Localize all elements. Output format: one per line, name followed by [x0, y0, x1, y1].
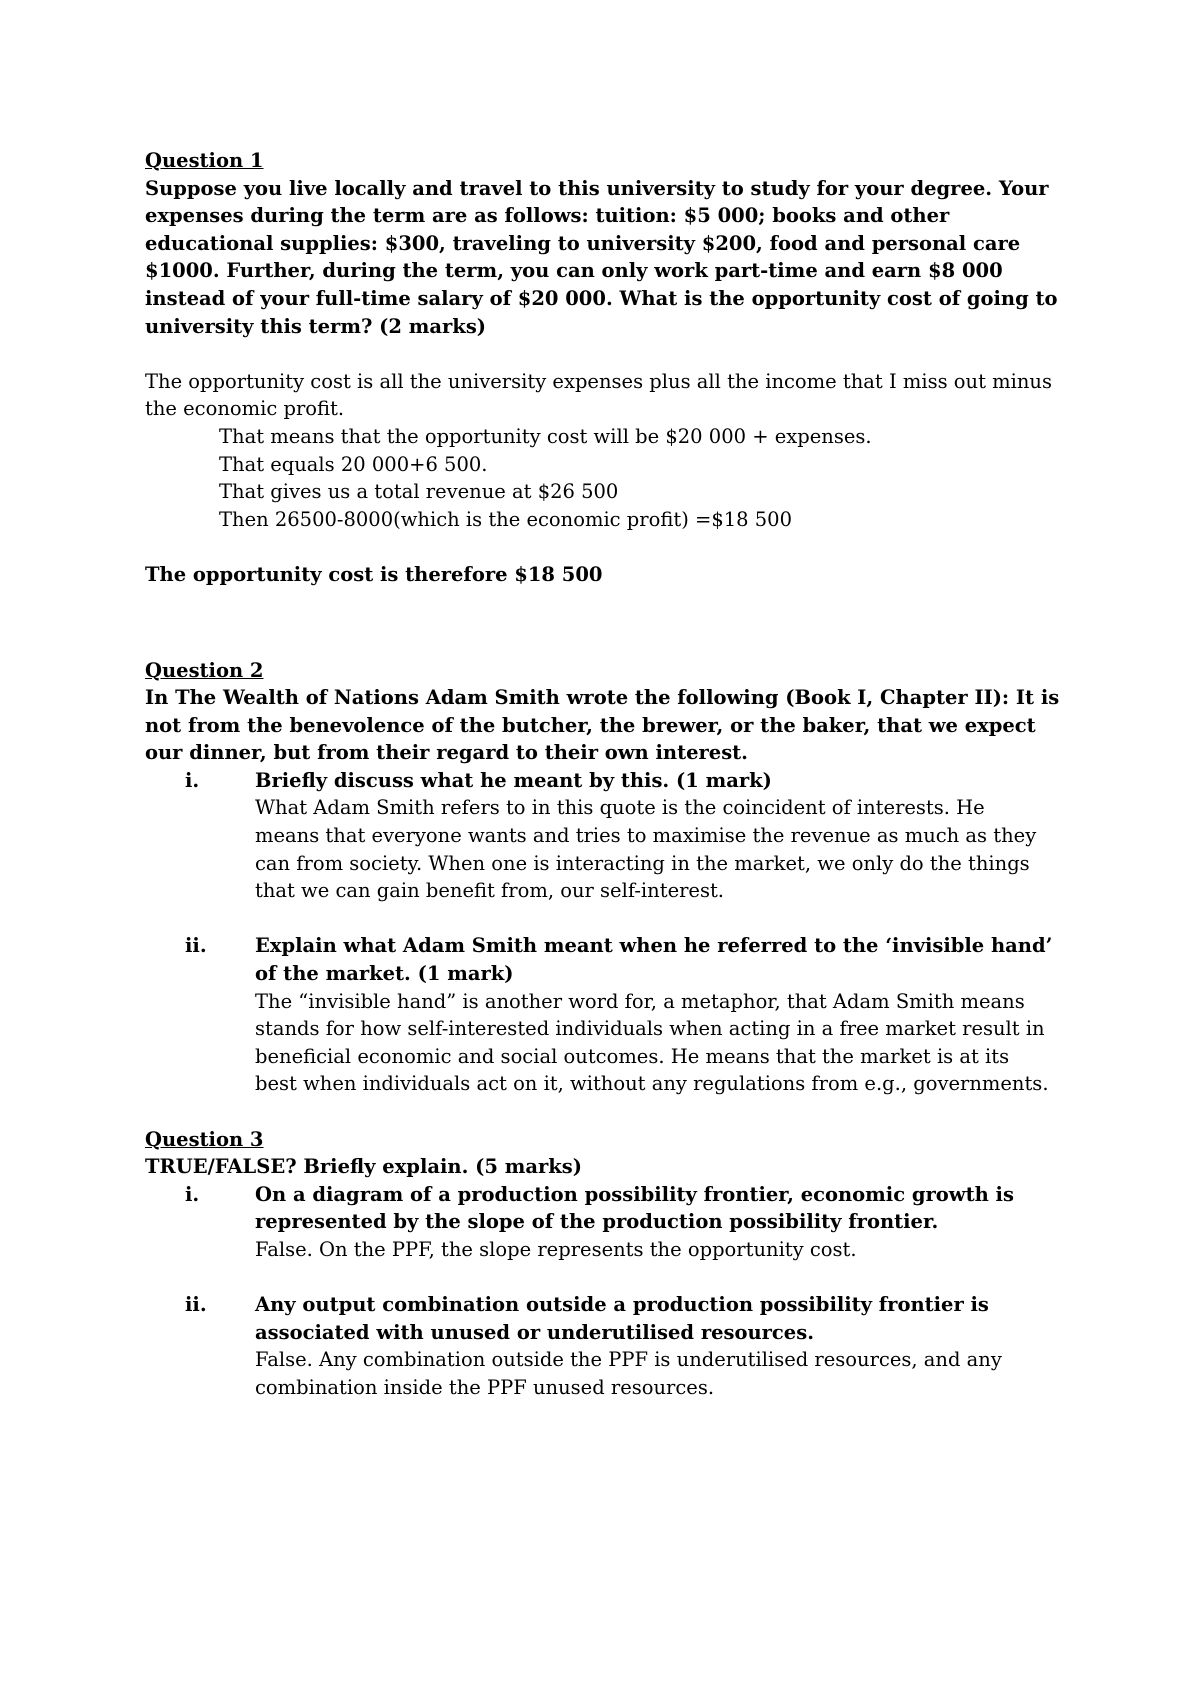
item-number: ii. — [185, 934, 207, 958]
question-1-step: Then 26500-8000(which is the economic profit) =$18 500 — [219, 507, 792, 531]
document-page — [145, 147, 1075, 1402]
question-1-step: That equals 20 000+6 500. — [219, 452, 488, 476]
item-question: Explain what Adam Smith meant when he referred to the ‘invisible hand’ of the market. (1 mark) — [255, 934, 1053, 986]
question-1-answer-intro: The opportunity cost is all the university expenses plus all the income that I miss out minus the economic profit. — [145, 369, 1052, 421]
question-3-heading: Question 3 — [145, 1127, 264, 1151]
item-answer: The “invisible hand” is another word for, a metaphor, that Adam Smith means stands for how self-interested individuals when acting in a free market result in beneficial economic and social outcomes. He means that the market is at its best when individuals act on it, without any regulations from e.g., governments. — [255, 989, 1049, 1096]
item-number: i. — [185, 768, 200, 792]
item-answer: False. On the PPF, the slope represents the opportunity cost. — [255, 1237, 857, 1261]
item-number: ii. — [185, 1293, 207, 1317]
question-3-item-ii — [145, 1291, 1075, 1401]
question-1-heading: Question 1 — [145, 149, 264, 172]
question-1-prompt: Suppose you live locally and travel to this university to study for your degree. Your expenses during the term are as follows: tuition: $5 000; books and other educational supplies: $300, traveling to university $200, food and personal care $1000. Further, during the term, you can only work part-time and earn $8 000 instead of your full-time salary of $20 000. What is the opportunity cost of going to university this term? (2 marks) — [145, 176, 1058, 338]
question-3-item-i — [145, 1181, 1075, 1264]
question-2-heading: Question 2 — [145, 658, 264, 682]
question-3-prompt: TRUE/FALSE? Briefly explain. (5 marks) — [145, 1155, 582, 1179]
question-2-prompt: In The Wealth of Nations Adam Smith wrote the following (Book I, Chapter II): It is not from the benevolence of the butcher, the brewer, or the baker, that we expect our dinner, but from their regard to their own interest. — [145, 686, 1060, 765]
question-1-step: That gives us a total revenue at $26 500 — [219, 480, 619, 504]
question-3 — [145, 1126, 1075, 1402]
question-2 — [145, 657, 1075, 1099]
question-1-step: That means that the opportunity cost will be $20 000 + expenses. — [219, 424, 872, 448]
question-1 — [145, 147, 1075, 589]
item-question: On a diagram of a production possibility frontier, economic growth is represented by the slope of the production possibility frontier. — [255, 1182, 1014, 1234]
item-number: i. — [185, 1182, 200, 1206]
item-question: Briefly discuss what he meant by this. (1 mark) — [255, 768, 772, 792]
question-2-item-ii — [145, 932, 1075, 1098]
item-answer: What Adam Smith refers to in this quote is the coincident of interests. He means that everyone wants and tries to maximise the revenue as much as they can from society. When one is interacting in the market, we only do the things that we can gain benefit from, our self-interest. — [255, 796, 1037, 903]
question-2-item-i — [145, 767, 1075, 905]
item-question: Any output combination outside a production possibility frontier is associated with unused or underutilised resources. — [255, 1293, 989, 1344]
item-answer: False. Any combination outside the PPF is underutilised resources, and any combination inside the PPF unused resources. — [255, 1348, 1002, 1399]
question-1-conclusion: The opportunity cost is therefore $18 500 — [145, 562, 603, 586]
